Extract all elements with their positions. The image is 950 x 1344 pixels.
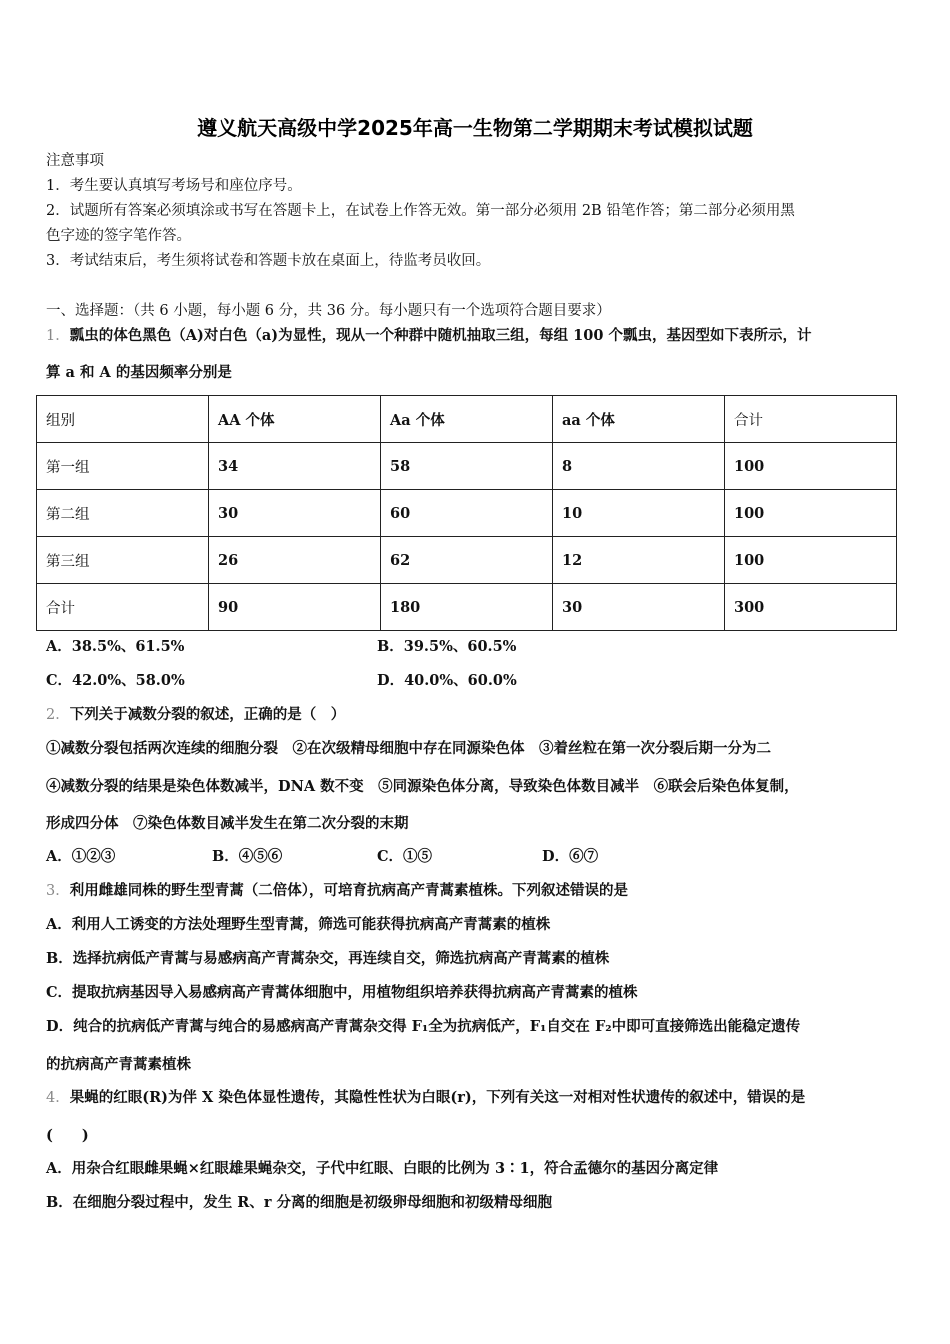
- notice-item-1: 1．考生要认真填写考场号和座位序号。: [46, 178, 302, 194]
- option-2a: A．①②③: [46, 848, 116, 865]
- question-number: 2．: [46, 707, 70, 723]
- table-cell: 100: [725, 537, 897, 584]
- table-cell: 第二组: [37, 490, 209, 537]
- table-header-cell: aa 个体: [553, 396, 725, 443]
- table-row: [37, 443, 897, 490]
- option-1a: A．38.5%、61.5%: [46, 638, 185, 655]
- option-4a: A．用杂合红眼雌果蝇×红眼雄果蝇杂交，子代中红眼、白眼的比例为 3∶1，符合孟德尔的基因分离定律: [46, 1160, 719, 1177]
- notice-item-3: 3．考试结束后，考生须将试卷和答题卡放在桌面上，待监考员收回。: [46, 253, 491, 269]
- question-2-statements-3: 形成四分体 ⑦染色体数目减半发生在第二次分裂的末期: [46, 815, 409, 832]
- question-2-stem: [46, 705, 345, 725]
- table-cell: 8: [553, 443, 725, 490]
- question-1-stem: [46, 326, 811, 346]
- section-heading: 一、选择题：（共 6 小题，每小题 6 分，共 36 分。每小题只有一个选项符合题目要求）: [46, 303, 611, 319]
- question-4-text: 果蝇的红眼(R)为伴 X 染色体显性遗传，其隐性性状为白眼(r)，下列有关这一对相对性状遗传的叙述中，错误的是: [69, 1089, 806, 1106]
- table-cell: 10: [553, 490, 725, 537]
- table-cell: 合计: [37, 584, 209, 631]
- option-3d-cont: 的抗病高产青蒿素植株: [46, 1056, 191, 1073]
- table-cell: 34: [209, 443, 381, 490]
- question-1-text: 瓢虫的体色黑色（A)对白色（a)为显性，现从一个种群中随机抽取三组，每组 100 个瓢虫，基因型如下表所示，计: [69, 327, 812, 344]
- table-cell: 第三组: [37, 537, 209, 584]
- notice-item-2: 2．试题所有答案必须填涂或书写在答题卡上，在试卷上作答无效。第一部分必须用 2B 铅笔作答；第二部分必须用黑: [46, 203, 795, 219]
- table-cell: 12: [553, 537, 725, 584]
- table-cell: 62: [381, 537, 553, 584]
- table-cell: 60: [381, 490, 553, 537]
- option-1c: C．42.0%、58.0%: [46, 672, 185, 689]
- table-header-cell: 合计: [725, 396, 897, 443]
- table-cell: 26: [209, 537, 381, 584]
- option-2d: D．⑥⑦: [542, 848, 599, 865]
- option-4b: B．在细胞分裂过程中，发生 R、r 分离的细胞是初级卵母细胞和初级精母细胞: [46, 1194, 553, 1211]
- exam-title: 遵义航天高级中学2025年高一生物第二学期期末考试模拟试题: [197, 116, 753, 140]
- notice-heading: 注意事项: [46, 153, 104, 169]
- table-cell: 90: [209, 584, 381, 631]
- table-header-cell: 组别: [37, 396, 209, 443]
- genotype-table: [36, 395, 897, 631]
- option-3d: D．纯合的抗病低产青蒿与纯合的易感病高产青蒿杂交得 F₁全为抗病低产，F₁自交在 F₂中即可直接筛选出能稳定遗传: [46, 1018, 801, 1035]
- table-row: [37, 584, 897, 631]
- table-cell: 58: [381, 443, 553, 490]
- question-4-stem: [46, 1088, 805, 1108]
- question-4-stem-cont: ( ): [46, 1127, 89, 1144]
- question-2-statements-1: ①减数分裂包括两次连续的细胞分裂 ②在次级精母细胞中存在同源染色体 ③着丝粒在第一次分裂后期一分为二: [46, 740, 771, 757]
- option-3a: A．利用人工诱变的方法处理野生型青蒿，筛选可能获得抗病高产青蒿素的植株: [46, 916, 551, 933]
- table-cell: 100: [725, 443, 897, 490]
- question-3-stem: [46, 881, 628, 901]
- option-1d: D．40.0%、60.0%: [377, 672, 517, 689]
- table-cell: 100: [725, 490, 897, 537]
- notice-item-2-cont: 色字迹的签字笔作答。: [46, 228, 191, 244]
- question-number: 1．: [46, 328, 70, 344]
- table-cell: 300: [725, 584, 897, 631]
- table-cell: 180: [381, 584, 553, 631]
- table-row: [37, 537, 897, 584]
- table-cell: 第一组: [37, 443, 209, 490]
- table-cell: 30: [553, 584, 725, 631]
- question-1-stem-cont: 算 a 和 A 的基因频率分别是: [46, 364, 232, 381]
- table-cell: 30: [209, 490, 381, 537]
- option-3c: C．提取抗病基因导入易感病高产青蒿体细胞中，用植物组织培养获得抗病高产青蒿素的植株: [46, 984, 638, 1001]
- question-2-statements-2: ④减数分裂的结果是染色体数减半，DNA 数不变 ⑤同源染色体分离，导致染色体数目减半 ⑥联会后染色体复制，: [46, 778, 799, 795]
- table-header-row: [37, 396, 897, 443]
- question-3-text: 利用雌雄同株的野生型青蒿（二倍体），可培育抗病高产青蒿素植株。下列叙述错误的是: [69, 882, 628, 899]
- table-row: [37, 490, 897, 537]
- table-header-cell: Aa 个体: [381, 396, 553, 443]
- option-2b: B．④⑤⑥: [212, 848, 283, 865]
- option-1b: B．39.5%、60.5%: [377, 638, 517, 655]
- question-number: 4．: [46, 1090, 70, 1106]
- question-2-text: 下列关于减数分裂的叙述，正确的是（ ）: [69, 706, 346, 723]
- option-3b: B．选择抗病低产青蒿与易感病高产青蒿杂交，再连续自交，筛选抗病高产青蒿素的植株: [46, 950, 610, 967]
- option-2c: C．①⑤: [377, 848, 433, 865]
- question-number: 3．: [46, 883, 70, 899]
- table-header-cell: AA 个体: [209, 396, 381, 443]
